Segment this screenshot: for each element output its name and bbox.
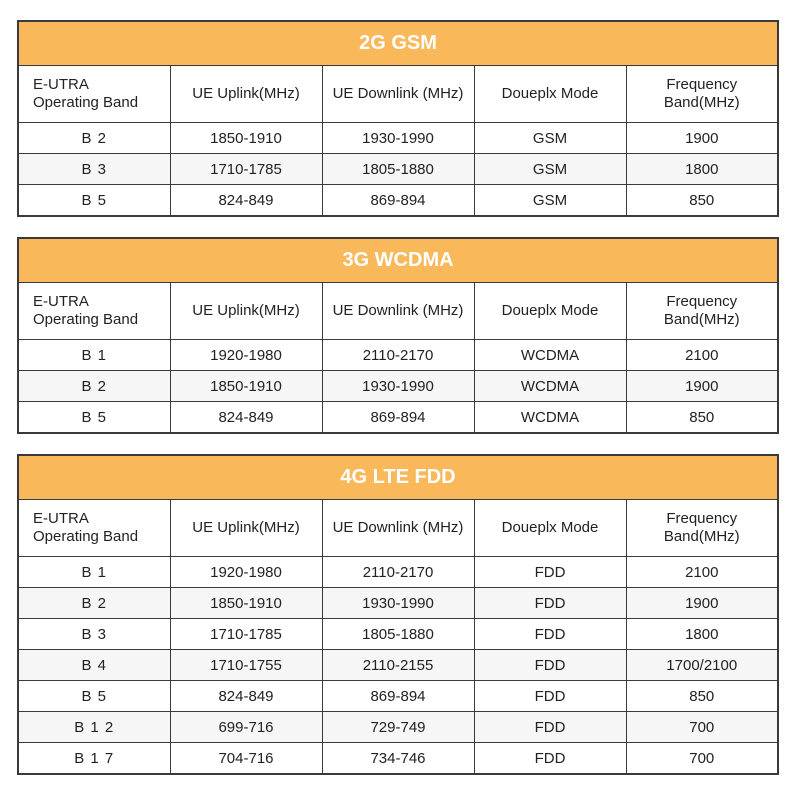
band-cell: B 1	[18, 340, 170, 371]
col-header-frequency: Frequency Band(MHz)	[626, 283, 778, 340]
frequency-cell: 1800	[626, 619, 778, 650]
table-row	[18, 371, 778, 402]
downlink-cell: 2110-2170	[322, 340, 474, 371]
table-row	[18, 557, 778, 588]
frequency-cell: 1800	[626, 154, 778, 185]
frequency-cell: 1700/2100	[626, 650, 778, 681]
band-cell: B 3	[18, 154, 170, 185]
col-header-duplex: Doueplx Mode	[474, 500, 626, 557]
downlink-cell: 1805-1880	[322, 154, 474, 185]
downlink-cell: 1805-1880	[322, 619, 474, 650]
band-cell: B 4	[18, 650, 170, 681]
duplex-cell: FDD	[474, 557, 626, 588]
uplink-cell: 1710-1785	[170, 619, 322, 650]
duplex-cell: FDD	[474, 712, 626, 743]
band-cell: B 1 7	[18, 743, 170, 775]
frequency-cell: 1900	[626, 588, 778, 619]
band-cell: B 1 2	[18, 712, 170, 743]
table-title: 2G GSM	[18, 21, 778, 66]
duplex-cell: FDD	[474, 619, 626, 650]
band-cell: B 5	[18, 185, 170, 217]
column-header-row	[18, 500, 778, 557]
duplex-cell: GSM	[474, 154, 626, 185]
uplink-cell: 704-716	[170, 743, 322, 775]
uplink-cell: 824-849	[170, 185, 322, 217]
col-header-uplink: UE Uplink(MHz)	[170, 500, 322, 557]
band-cell: B 1	[18, 557, 170, 588]
table-row	[18, 123, 778, 154]
col-header-downlink: UE Downlink (MHz)	[322, 500, 474, 557]
duplex-cell: GSM	[474, 185, 626, 217]
frequency-cell: 850	[626, 185, 778, 217]
band-cell: B 2	[18, 588, 170, 619]
band-cell: B 5	[18, 402, 170, 434]
band-cell: B 5	[18, 681, 170, 712]
frequency-cell: 850	[626, 402, 778, 434]
duplex-cell: WCDMA	[474, 402, 626, 434]
downlink-cell: 869-894	[322, 681, 474, 712]
column-header-row	[18, 283, 778, 340]
downlink-cell: 734-746	[322, 743, 474, 775]
duplex-cell: WCDMA	[474, 340, 626, 371]
uplink-cell: 824-849	[170, 681, 322, 712]
column-header-row	[18, 66, 778, 123]
table-row	[18, 619, 778, 650]
table-row	[18, 588, 778, 619]
frequency-cell: 700	[626, 743, 778, 775]
col-header-band: E-UTRA Operating Band	[18, 66, 170, 123]
duplex-cell: WCDMA	[474, 371, 626, 402]
downlink-cell: 1930-1990	[322, 123, 474, 154]
duplex-cell: FDD	[474, 588, 626, 619]
downlink-cell: 1930-1990	[322, 588, 474, 619]
frequency-cell: 1900	[626, 371, 778, 402]
uplink-cell: 1920-1980	[170, 340, 322, 371]
table-title: 4G LTE FDD	[18, 455, 778, 500]
uplink-cell: 1710-1785	[170, 154, 322, 185]
col-header-duplex: Doueplx Mode	[474, 283, 626, 340]
table-row	[18, 712, 778, 743]
gsm-band-table	[17, 20, 779, 217]
band-cell: B 3	[18, 619, 170, 650]
table-row	[18, 340, 778, 371]
band-cell: B 2	[18, 371, 170, 402]
table-row	[18, 402, 778, 434]
col-header-uplink: UE Uplink(MHz)	[170, 66, 322, 123]
table-row	[18, 743, 778, 775]
col-header-band: E-UTRA Operating Band	[18, 283, 170, 340]
downlink-cell: 1930-1990	[322, 371, 474, 402]
table-row	[18, 154, 778, 185]
downlink-cell: 2110-2155	[322, 650, 474, 681]
table-row	[18, 185, 778, 217]
downlink-cell: 869-894	[322, 185, 474, 217]
table-row	[18, 681, 778, 712]
uplink-cell: 1920-1980	[170, 557, 322, 588]
table-row	[18, 650, 778, 681]
uplink-cell: 1850-1910	[170, 588, 322, 619]
frequency-cell: 2100	[626, 340, 778, 371]
table-title: 3G WCDMA	[18, 238, 778, 283]
duplex-cell: GSM	[474, 123, 626, 154]
frequency-cell: 2100	[626, 557, 778, 588]
uplink-cell: 1850-1910	[170, 123, 322, 154]
frequency-cell: 700	[626, 712, 778, 743]
band-cell: B 2	[18, 123, 170, 154]
downlink-cell: 869-894	[322, 402, 474, 434]
frequency-cell: 1900	[626, 123, 778, 154]
col-header-uplink: UE Uplink(MHz)	[170, 283, 322, 340]
uplink-cell: 824-849	[170, 402, 322, 434]
uplink-cell: 1710-1755	[170, 650, 322, 681]
downlink-cell: 729-749	[322, 712, 474, 743]
duplex-cell: FDD	[474, 650, 626, 681]
duplex-cell: FDD	[474, 681, 626, 712]
col-header-downlink: UE Downlink (MHz)	[322, 283, 474, 340]
col-header-downlink: UE Downlink (MHz)	[322, 66, 474, 123]
col-header-frequency: Frequency Band(MHz)	[626, 500, 778, 557]
col-header-frequency: Frequency Band(MHz)	[626, 66, 778, 123]
downlink-cell: 2110-2170	[322, 557, 474, 588]
lte-fdd-band-table	[17, 454, 779, 775]
uplink-cell: 1850-1910	[170, 371, 322, 402]
uplink-cell: 699-716	[170, 712, 322, 743]
col-header-band: E-UTRA Operating Band	[18, 500, 170, 557]
frequency-cell: 850	[626, 681, 778, 712]
col-header-duplex: Doueplx Mode	[474, 66, 626, 123]
duplex-cell: FDD	[474, 743, 626, 775]
wcdma-band-table	[17, 237, 779, 434]
